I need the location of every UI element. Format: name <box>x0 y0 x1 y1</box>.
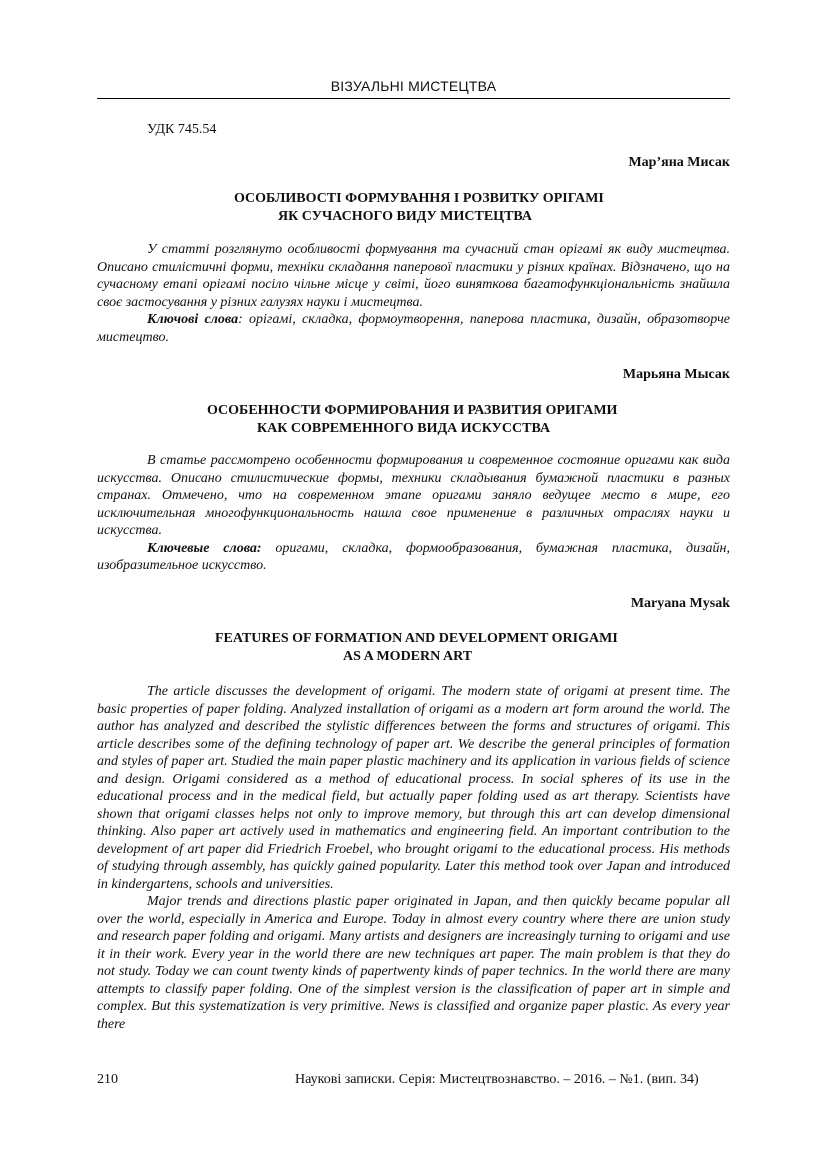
header-divider <box>97 98 730 99</box>
title-ua-line2: ЯК СУЧАСНОГО ВИДУ МИСТЕЦТВА <box>278 209 532 224</box>
title-ru <box>97 402 730 438</box>
keywords-ua-label: Ключові слова <box>147 312 239 327</box>
abstract-ua <box>97 241 730 346</box>
keywords-ua <box>97 311 730 346</box>
title-ru-line2: КАК СОВРЕМЕННОГО ВИДА ИСКУССТВА <box>257 421 551 436</box>
title-ru-line1: ОСОБЕННОСТИ ФОРМИРОВАНИЯ И РАЗВИТИЯ ОРИГАМИ <box>207 403 618 418</box>
author-en: Maryana Mysak <box>630 596 730 611</box>
journal-citation: Наукові записки. Серія: Мистецтвознавство. – 2016. – №1. (вип. 34) <box>295 1072 699 1087</box>
abstract-ru-text: В статье рассмотрено особенности формирования и современное состояние оригами как вида искусства. Описано стилистические формы, техники складывания бумажной пластики в разных странах. Отмечено, что на современном этапе оригами заняло ведущее место в мире, его исключительная многофункциональность нашла свое применение в различных отраслях науки и искусства. <box>97 453 730 538</box>
section-header: ВІЗУАЛЬНІ МИСТЕЦТВА <box>330 78 497 94</box>
title-ua <box>97 190 730 226</box>
keywords-ru-label: Ключевые слова: <box>147 540 262 556</box>
keywords-ru-text: оригами, складка, формообразования, бумажная пластика, дизайн, изобразительное искусство. <box>97 540 730 573</box>
abstract-en <box>97 683 730 1033</box>
title-en-line2: AS A MODERN ART <box>343 649 473 664</box>
author-ru: Марьяна Мысак <box>622 367 730 382</box>
page-number: 210 <box>97 1072 118 1087</box>
keywords-ua-text: : орігамі, складка, формоутворення, паперова пластика, дизайн, образотворче мистецтво. <box>97 312 731 345</box>
abstract-ru <box>97 452 730 575</box>
abstract-en-para2: Major trends and directions plastic paper originated in Japan, and then quickly became popular all over the world, especially in America and Europe. Today in almost every country where there are union study and research paper folding and origami. Many artists and designers are increasingly turning to origami and use it in their work. Every year in the world there are new techniques art paper. The main problem is that they do not study. Today we can count twenty kinds of papertwenty kinds of paper technics. In the world there are many attempts to classify paper folding. One of the simplest version is the classification of paper art in simple and complex. But this systematization is very primitive. News is classified and organize paper plastic. As every year there <box>97 894 730 1032</box>
keywords-ru <box>97 540 730 575</box>
abstract-ua-text: У статті розглянуто особливості формування та сучасний стан орігамі як виду мистецтва. Описано стилістичні форми, техніки складання паперової пластики у різних країнах. Відзначено, що на сучасному етапі орігамі посіло чільне місце у світі, його виняткова багатофункціональність знайшла своє застосування у різних галузях науки і мистецтва. <box>97 242 730 310</box>
abstract-en-para1: The article discusses the development of origami. The modern state of origami at present time. The basic properties of paper folding. Analyzed installation of origami as a modern art form around the world. The author has analyzed and described the stylistic differences between the forms and structures of origami. This article describes some of the defining technology of paper art. We describe the general principles of formation and styles of paper art. Studied the main paper plastic machinery and its application in various fields of science and design. Origami considered as a method of educational process. In social spheres of its use in the educational process and in the medical field, but actually paper folding used as art therapy. Scientists have shown that origami classes helps not only to improve memory, but through this art can develop dimensional thinking. Also paper art actively used in mathematics and engineering field. An important contribution to the development of art paper did Friedrich Froebel, who brought origami to the educational process. His methods of studying through assembly, has quickly gained popularity. Later this method took over Japan and introduced in kindergartens, schools and universities. <box>97 684 730 892</box>
title-en <box>97 630 730 666</box>
author-ua: Мар’яна Мисак <box>628 155 730 170</box>
udk-code: УДК 745.54 <box>147 122 217 137</box>
title-ua-line1: ОСОБЛИВОСТІ ФОРМУВАННЯ І РОЗВИТКУ ОРІГАМІ <box>234 191 604 206</box>
title-en-line1: FEATURES OF FORMATION AND DEVELOPMENT ORIGAMI <box>215 631 618 646</box>
